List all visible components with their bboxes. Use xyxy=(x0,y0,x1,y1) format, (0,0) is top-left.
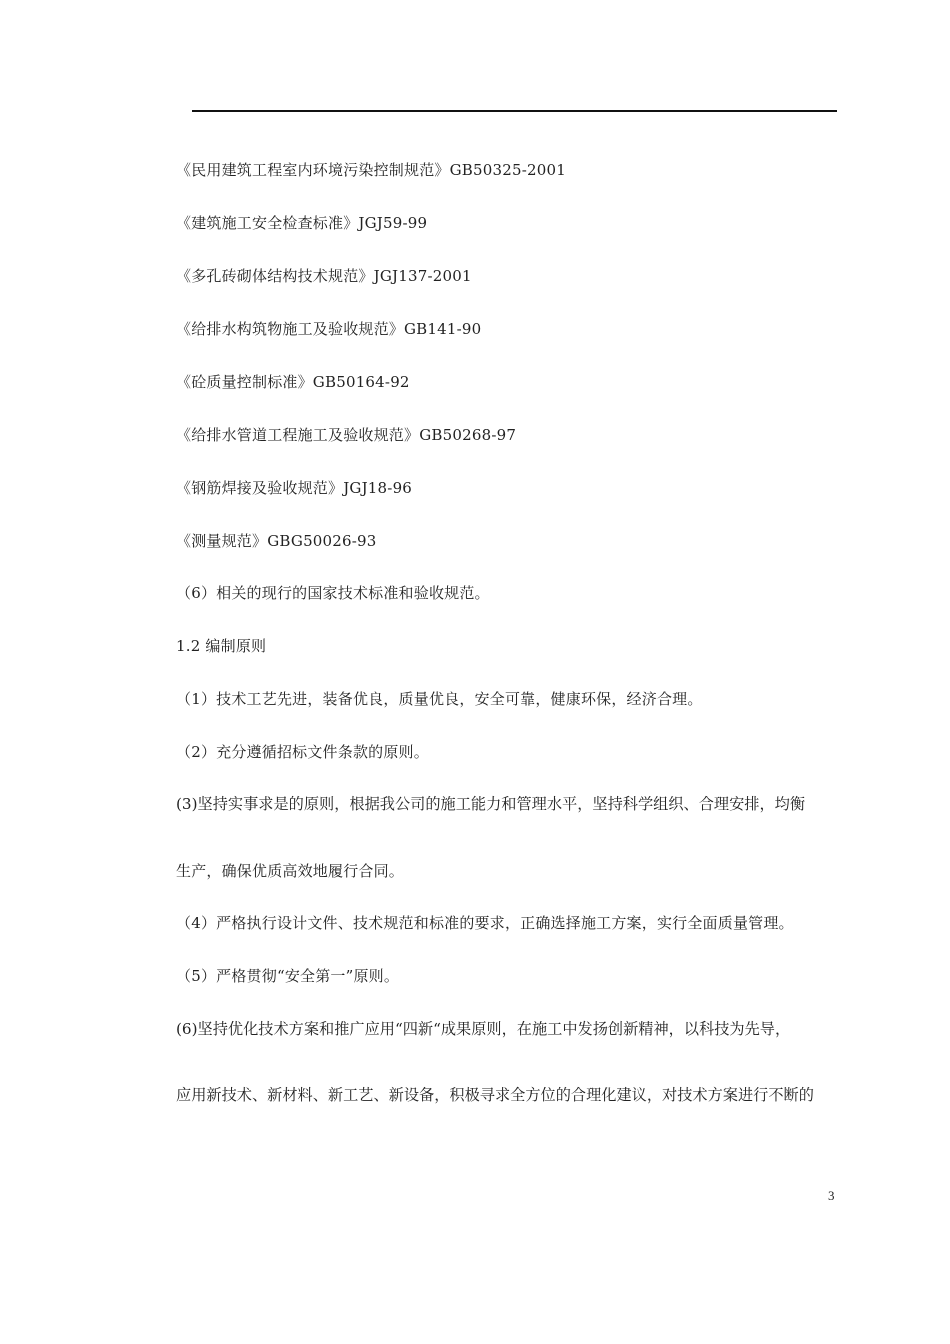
principle-5: （5）严格贯彻“安全第一”原则。 xyxy=(176,967,400,985)
reference-line: 《钢筋焊接及验收规范》JGJ18-96 xyxy=(176,479,413,497)
principle-4: （4）严格执行设计文件、技术规范和标准的要求，正确选择施工方案，实行全面质量管理。 xyxy=(176,914,794,932)
reference-line: 《多孔砖砌体结构技术规范》JGJ137-2001 xyxy=(176,267,472,285)
page-number: 3 xyxy=(828,1188,835,1203)
reference-line: 《测量规范》GBG50026-93 xyxy=(176,532,377,550)
section-heading: 1.2 编制原则 xyxy=(176,637,267,655)
header-rule xyxy=(192,110,837,112)
principle-1: （1）技术工艺先进，装备优良，质量优良，安全可靠，健康环保，经济合理。 xyxy=(176,690,703,708)
principle-3-line-2: 生产，确保优质高效地履行合同。 xyxy=(176,862,405,880)
principle-3-line-1: (3)坚持实事求是的原则，根据我公司的施工能力和管理水平，坚持科学组织、合理安排，均衡 xyxy=(176,795,806,813)
principle-6-line-2: 应用新技术、新材料、新工艺、新设备，积极寻求全方位的合理化建议，对技术方案进行不断的 xyxy=(176,1086,814,1104)
reference-line: 《砼质量控制标准》GB50164-92 xyxy=(176,373,410,391)
basis-item: （6）相关的现行的国家技术标准和验收规范。 xyxy=(176,584,490,602)
principle-6-line-1: (6)坚持优化技术方案和推广应用“四新“成果原则，在施工中发扬创新精神，以科技为先导， xyxy=(176,1020,791,1038)
reference-line: 《民用建筑工程室内环境污染控制规范》GB50325-2001 xyxy=(176,161,566,179)
reference-line: 《给排水构筑物施工及验收规范》GB141-90 xyxy=(176,320,482,338)
reference-line: 《给排水管道工程施工及验收规范》GB50268-97 xyxy=(176,426,517,444)
principle-2: （2）充分遵循招标文件条款的原则。 xyxy=(176,743,429,761)
reference-line: 《建筑施工安全检查标准》JGJ59-99 xyxy=(176,214,428,232)
